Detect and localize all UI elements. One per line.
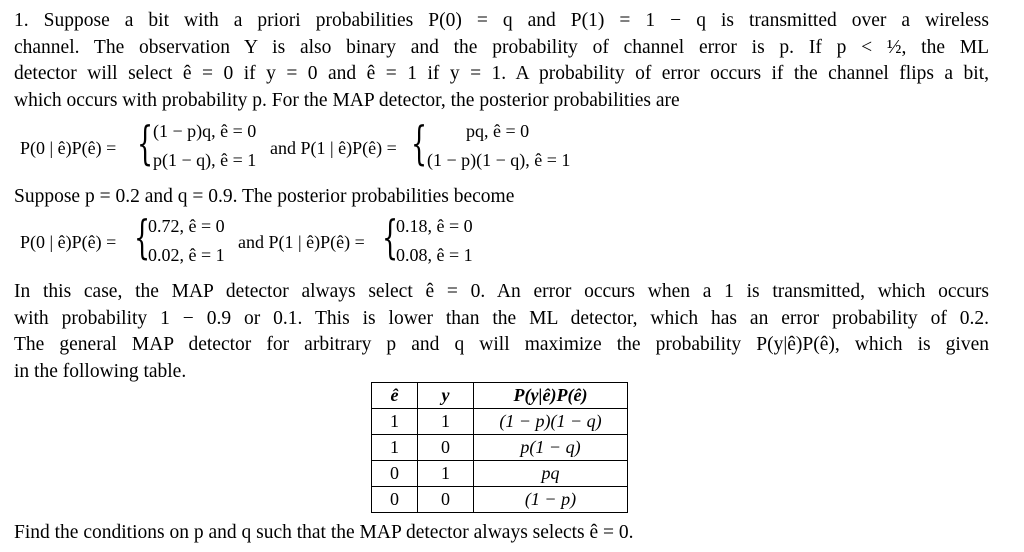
equation-connector: and P(1 | ê)P(ê) =	[238, 232, 365, 252]
text-line: detector will select ê = 0 if y = 0 and ê = 1 if y = 1. A probability of error occurs if the channel flips a bit,	[14, 63, 989, 84]
case-e1: 0.02, ê = 1	[148, 245, 225, 265]
case-e1: 0.08, ê = 1	[396, 245, 473, 265]
table-row	[372, 435, 628, 461]
table-cell: 0	[418, 435, 474, 461]
column-header: P(y|ê)P(ê)	[474, 383, 628, 409]
text-line: Find the conditions on p and q such that the MAP detector always selects ê = 0.	[14, 522, 634, 543]
problem-intro	[14, 8, 989, 114]
table-header-row	[372, 383, 628, 409]
case-e1: p(1 − q), ê = 1	[153, 150, 257, 170]
table-cell: 1	[372, 435, 418, 461]
question-prompt	[14, 520, 989, 547]
equation-connector: and P(1 | ê)P(ê) =	[270, 138, 397, 158]
numeric-setup	[14, 184, 989, 211]
text-line: channel. The observation Y is also binary and the probability of channel error is p. If p < ½, the ML	[14, 36, 989, 58]
table-cell: 0	[372, 461, 418, 487]
table-row	[372, 409, 628, 435]
map-discussion	[14, 279, 989, 385]
case-e0: (1 − p)q, ê = 0	[153, 121, 257, 141]
left-brace: {	[137, 116, 154, 170]
column-header: ê	[372, 383, 418, 409]
map-probability-table	[371, 382, 628, 513]
case-e0: 0.18, ê = 0	[396, 216, 473, 236]
table-cell: 0	[372, 487, 418, 513]
table-cell: 1	[418, 409, 474, 435]
table-row	[372, 461, 628, 487]
case-e1: (1 − p)(1 − q), ê = 1	[427, 150, 571, 170]
case-e0: pq, ê = 0	[466, 121, 530, 141]
left-brace: {	[134, 210, 151, 264]
text-line: in the following table.	[14, 360, 187, 382]
left-brace: {	[411, 116, 428, 170]
table-cell: (1 − p)(1 − q)	[474, 409, 628, 435]
equation-lhs: P(0 | ê)P(ê) =	[20, 232, 117, 252]
text-line: 1. Suppose a bit with a priori probabilities P(0) = q and P(1) = 1 − q is transmitted over a wireless	[14, 10, 989, 31]
column-header: y	[418, 383, 474, 409]
text-line: The general MAP detector for arbitrary p and q will maximize the probability P(y|ê)P(ê), which is given	[14, 334, 989, 355]
table-cell: 1	[418, 461, 474, 487]
case-e0: 0.72, ê = 0	[148, 216, 225, 236]
text-line: which occurs with probability p. For the MAP detector, the posterior probabilities are	[14, 89, 680, 111]
text-line: Suppose p = 0.2 and q = 0.9. The posterior probabilities become	[14, 186, 515, 207]
equation-lhs: P(0 | ê)P(ê) =	[20, 138, 117, 158]
table-cell: 1	[372, 409, 418, 435]
table-cell: pq	[474, 461, 628, 487]
text-line: In this case, the MAP detector always select ê = 0. An error occurs when a 1 is transmitted, which occurs	[14, 281, 989, 302]
left-brace: {	[382, 210, 399, 264]
table-cell: p(1 − q)	[474, 435, 628, 461]
table-cell: 0	[418, 487, 474, 513]
table-cell: (1 − p)	[474, 487, 628, 513]
text-line: with probability 1 − 0.9 or 0.1. This is lower than the ML detector, which has an error probability of 0.2.	[14, 307, 989, 329]
table-row	[372, 487, 628, 513]
